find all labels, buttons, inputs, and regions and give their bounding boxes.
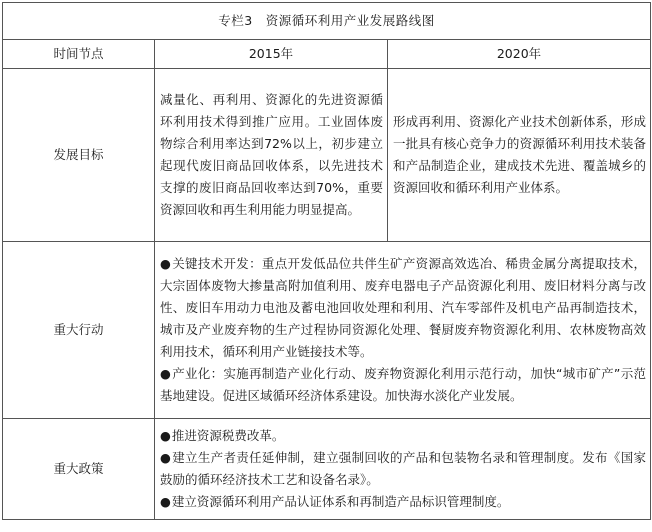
policy-item-text: 建立生产者责任延伸制，建立强制回收的产品和包装物名录和管理制度。发布《国家鼓励的循环经济技术工艺和设备名录》。: [160, 450, 647, 487]
action-row: [3, 242, 651, 419]
policy-row: [3, 419, 651, 520]
policy-item: [160, 491, 646, 513]
action-item: [160, 253, 646, 363]
bullet-icon: ●: [160, 366, 172, 381]
goal-label: 发展目标: [3, 69, 155, 242]
policy-label: 重大政策: [3, 419, 155, 520]
policy-item-text: 建立资源循环利用产品认证体系和再制造产品标识管理制度。: [171, 494, 510, 509]
bullet-icon: ●: [160, 450, 172, 465]
action-content: [155, 242, 651, 419]
title-row: [3, 3, 651, 40]
bullet-icon: ●: [160, 428, 171, 443]
header-row: [3, 40, 651, 69]
policy-item-text: 推进资源税费改革。: [171, 428, 285, 443]
header-2020: 2020年: [388, 40, 651, 69]
bullet-icon: ●: [160, 494, 171, 509]
action-item-text: 产业化：实施再制造产业化行动、废弃物资源化利用示范行动，加快“城市矿产”示范基地建设。促进区域循环经济体系建设。加快海水淡化产业发展。: [160, 366, 646, 403]
roadmap-document: [2, 2, 650, 526]
policy-content: [155, 419, 651, 520]
bullet-icon: ●: [160, 256, 172, 271]
policy-item: [160, 447, 646, 491]
goal-2015-text: 减量化、再利用、资源化的先进资源循环利用技术得到推广应用。工业固体废物综合利用率达到72%以上，初步建立起现代废旧商品回收体系，以先进技术支撑的废旧商品回收率达到70%，重要资源回收和再生利用能力明显提高。: [155, 69, 388, 242]
goal-2020-text: 形成再利用、资源化产业技术创新体系，形成一批具有核心竞争力的资源循环利用技术装备和产品制造企业，建成技术先进、覆盖城乡的资源回收和循环利用产业体系。: [388, 69, 651, 242]
header-2015: 2015年: [155, 40, 388, 69]
goal-row: [3, 69, 651, 242]
header-time-node: 时间节点: [3, 40, 155, 69]
policy-item: [160, 425, 646, 447]
action-item-text: 关键技术开发：重点开发低品位共伴生矿产资源高效选冶、稀贵金属分离提取技术，大宗固体废物大掺量高附加值利用、废弃电器电子产品资源化利用、废旧材料分离与改性、废旧车用动力电池及蓄电池回收处理和利用、汽车零部件及机电产品再制造技术，城市及产业废弃物的生产过程协同资源化处理、餐厨废弃物资源化利用、农林废物高效利用技术，循环利用产业链接技术等。: [160, 256, 647, 359]
roadmap-table: [2, 2, 651, 520]
action-label: 重大行动: [3, 242, 155, 419]
table-title: 专栏3 资源循环利用产业发展路线图: [3, 3, 651, 40]
action-item: [160, 363, 646, 407]
